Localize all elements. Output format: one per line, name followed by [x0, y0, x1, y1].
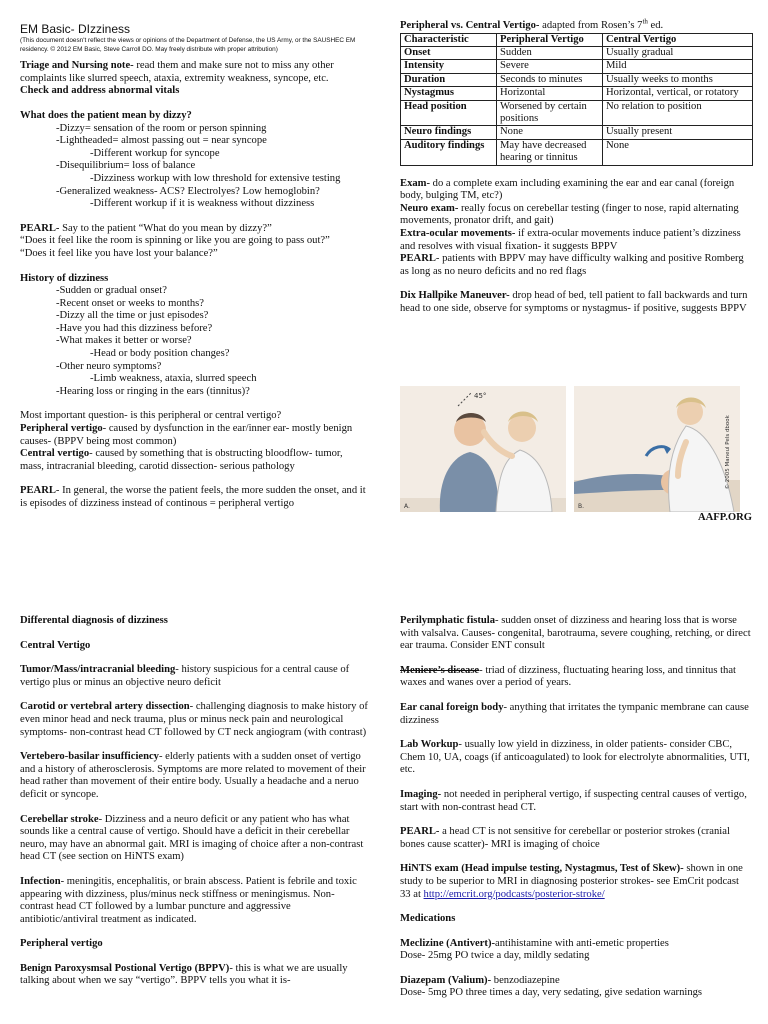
panel-a-label: A. — [404, 503, 410, 510]
aafp-credit: AAFP.ORG — [697, 512, 752, 523]
central-heading: Central Vertigo — [20, 639, 91, 651]
ddx-vbi: Vertebero-basilar insufficiency- elderly patients with a sudden onset of vertigo and a history of atherosclerosis. Symptoms are more related to movement of their head rather than movement of their entire body. Usually a headache and a neruo deficit or syncope. — [20, 751, 366, 800]
left-column-top — [20, 22, 368, 511]
table-cell: Auditory findings — [401, 139, 497, 165]
table-cell: Head position — [401, 100, 497, 126]
ddx-meniere: Meniere’s disease- triad of dizziness, fluctuating hearing loss, and tinnitus that waxes and wanes over a period of years. — [400, 664, 736, 689]
history-item: -What makes it better or worse? — [56, 335, 192, 347]
vertigo-comparison-table — [400, 33, 753, 166]
history-item: -Sudden or gradual onset? — [56, 285, 167, 297]
seated-exam-illustration — [400, 386, 566, 512]
disclaimer: (This document doesn't reflect the views or opinions of the Department of Defense, the US Army, or the SAUSHEC EM residency. © 2012 EM Basic, Steve Carroll DO. May freely distribute with proper attribution) — [20, 37, 356, 53]
ddx-heading: Differental diagnosis of dizziness — [20, 615, 168, 626]
ddx-cerebellar: Cerebellar stroke- Dizziness and a neuro deficit or any patient who has what sounds like a central cause of vertigo. Should have a deficit in their cerebellar neuro, may have an abnormal gait. MRI is imaging of choice after a non-contrast head CT (see section on HiNTS exam) — [20, 813, 364, 863]
right-column-top — [400, 17, 752, 316]
pearl-bppv: PEARL- patients with BPPV may have difficulty walking and positive Romberg as long as no neuro deficits and no red flags — [400, 253, 744, 277]
history-item: -Head or body position changes? — [90, 348, 230, 360]
table-cell: Sudden — [497, 47, 603, 60]
medications-heading: Medications — [400, 913, 456, 925]
table-cell: None — [603, 139, 753, 165]
table-row — [401, 126, 753, 139]
table-cell: Horizontal, vertical, or rotatory — [603, 87, 753, 100]
table-cell: Nystagmus — [401, 87, 497, 100]
history-item: -Other neuro symptoms? — [56, 360, 162, 372]
med-diazepam: Diazepam (Valium)- benzodiazepine — [400, 974, 560, 986]
table-cell: Horizontal — [497, 87, 603, 100]
left-column-bottom — [20, 615, 368, 988]
dizzy-heading: What does the patient mean by dizzy? — [20, 109, 192, 121]
lab-workup: Lab Workup- usually low yield in dizziness, in older patients- consider CBC, Chem 10, UA, coags (if anticoagulated) to look for electrolyte abnormalities, UTI, etc. — [400, 739, 750, 776]
table-cell: Severe — [497, 60, 603, 73]
table-cell: Mild — [603, 60, 753, 73]
table-row — [401, 60, 753, 73]
pearl-dizzy: PEARL- Say to the patient “What do you mean by dizzy?” — [20, 222, 272, 234]
table-row — [401, 87, 753, 100]
ddx-bppv: Benign Paroxysmsal Postional Vertigo (BPPV)- this is what we are usually talking about when we say “vertigo”. BPPV tells you what it is- — [20, 962, 348, 987]
table-cell: None — [497, 126, 603, 139]
dizzy-item: -Different workup if it is weakness without dizziness — [90, 198, 315, 210]
dizzy-item: -Dizzy= sensation of the room or person spinning — [56, 122, 267, 134]
exam-note: Exam- do a complete exam including examining the ear and ear canal (foreign body, bulging TM, etc?) — [400, 177, 735, 202]
pearl-question: “Does it feel like you have lost your balance?” — [20, 247, 218, 259]
vitals-note: Check and address abnormal vitals — [20, 85, 180, 97]
imaging-note: Imaging- not needed in peripheral vertigo, if suspecting central causes of vertigo, start with non-contrast head CT. — [400, 788, 747, 813]
table-cell: Seconds to minutes — [497, 73, 603, 86]
med-diazepam-dose: Dose- 5mg PO three times a day, very sedating, give sedation warnings — [400, 987, 703, 999]
med-meclizine-dose: Dose- 25mg PO twice a day, mildly sedating — [400, 950, 590, 962]
neuro-exam-note: Neuro exam- really focus on cerebellar testing (finger to nose, rapid alternating movements, pronator drift, and gait) — [400, 202, 739, 227]
table-header-row — [401, 33, 753, 46]
dizzy-item: -Disequilibrium= loss of balance — [56, 160, 196, 172]
table-header: Central Vertigo — [603, 33, 753, 46]
peripheral-heading: Peripheral vertigo — [20, 938, 103, 950]
supine-exam-illustration — [574, 386, 740, 512]
table-row — [401, 100, 753, 126]
important-question: Most important question- is this peripheral or central vertigo? — [20, 410, 282, 422]
history-item: -Have you had this dizziness before? — [56, 322, 213, 334]
table-caption: Peripheral vs. Central Vertigo- adapted from Rosen’s 7th ed. — [400, 17, 664, 31]
table-cell: Intensity — [401, 60, 497, 73]
med-meclizine: Meclizine (Antivert)-antihistamine with anti-emetic properties — [400, 937, 669, 949]
table-cell: Usually gradual — [603, 47, 753, 60]
history-item: -Recent onset or weeks to months? — [56, 297, 204, 309]
dizzy-item: -Different workup for syncope — [90, 147, 220, 159]
history-heading: History of dizziness — [20, 272, 109, 284]
page-title: EM Basic- DIzziness — [20, 22, 131, 36]
table-cell: No relation to position — [603, 100, 753, 126]
triage-note: Triage and Nursing note- read them and make sure not to miss any other complaints like slurred speech, ataxia, extremity weakness, syncope, etc. — [20, 60, 334, 84]
ddx-tumor: Tumor/Mass/intracranial bleeding- history suspicious for a central cause of vertigo plus or minus an objective neuro deficit — [20, 664, 350, 688]
dix-hallpike-note: Dix Hallpike Maneuver- drop head of bed, tell patient to fall backwards and turn head to one side, observe for symptoms or nystagmus- if positive, suggests BPPV — [400, 290, 748, 314]
history-item: -Hearing loss or ringing in the ears (tinnitus)? — [56, 385, 250, 397]
hints-exam: HiNTS exam (Head impulse testing, Nystagmus, Test of Skew)- shown in one study to be superior to MRI in diagnosing posterior strokes- see EmCrit podcast 33 at http://emcrit.org/podcasts/posterior-stroke/ — [400, 863, 743, 900]
copyright-text: © 2005 Maneul Pels dbook — [724, 415, 731, 490]
pearl-severity: PEARL- In general, the worse the patient feels, the more sudden the onset, and it is episodes of dizziness instead of continous = peripheral vertigo — [20, 485, 366, 509]
table-cell: Onset — [401, 47, 497, 60]
pearl-ct: PEARL- a head CT is not sensitive for cerebellar or posterior strokes (cranial bones cause scatter)- MRI is imaging of choice — [400, 826, 730, 850]
right-column-bottom — [400, 615, 752, 1000]
dizzy-item: -Dizziness workup with low threshold for extensive testing — [90, 172, 341, 184]
dizzy-item: -Generalized weakness- ACS? Electrolyes? Low hemoglobin? — [56, 185, 320, 197]
emcrit-link[interactable]: http://emcrit.org/podcasts/posterior-stroke/ — [423, 888, 605, 900]
history-item: -Limb weakness, ataxia, slurred speech — [90, 373, 257, 385]
figure-panel-b — [574, 386, 740, 512]
table-cell: Duration — [401, 73, 497, 86]
angle-label: 45° — [474, 392, 487, 400]
pearl-question: “Does it feel like the room is spinning or like you are going to pass out?” — [20, 235, 330, 247]
table-header: Characteristic — [401, 33, 497, 46]
table-cell: Usually weeks to months — [603, 73, 753, 86]
ddx-infection: Infection- meningitis, encephalitis, or brain abscess. Patient is febrile and toxic appearing with dizziness, plus/minus neck stiffness or meningismus. Non-contrast head CT followed by a lumbar puncture and aggressive antibiotic/antiviral treatment as indicated. — [20, 875, 357, 925]
table-row — [401, 73, 753, 86]
table-row — [401, 139, 753, 165]
figure-panel-a — [400, 386, 566, 512]
peripheral-vertigo-def: Peripheral vertigo- caused by dysfunction in the ear/inner ear- mostly benign causes- (BPPV being most common) — [20, 423, 353, 447]
table-cell: May have decreased hearing or tinnitus — [497, 139, 603, 165]
table-row — [401, 47, 753, 60]
central-vertigo-def: Central vertigo- caused by something that is obstructing bloodflow- tumor, mass, intracranial bleeding, carotid dissection- serious pathology — [20, 448, 343, 472]
panel-b-label: B. — [578, 503, 585, 510]
ddx-ear-foreign-body: Ear canal foreign body- anything that irritates the tympanic membrane can cause dizziness — [400, 701, 749, 726]
dizzy-item: -Lightheaded= almost passing out = near syncope — [56, 135, 267, 147]
table-cell: Neuro findings — [401, 126, 497, 139]
table-cell: Usually present — [603, 126, 753, 139]
history-item: -Dizzy all the time or just episodes? — [56, 310, 209, 322]
ddx-carotid: Carotid or vertebral artery dissection- challenging diagnosis to make history of even minor head and neck trauma, plus or minus neck pain and neurological symptoms- non-contrast head CT followed by CT neck angiogram (with contrast) — [20, 701, 368, 738]
ddx-perilymphatic: Perilymphatic fistula- sudden onset of dizziness and hearing loss that is worse with valsalva. Causes- congenital, barotrauma, severe coughing, retching, or direct ear trauma. Consider ENT consult — [400, 615, 751, 652]
dix-hallpike-figure — [400, 386, 752, 526]
table-header: Peripheral Vertigo — [497, 33, 603, 46]
eom-note: Extra-ocular movements- if extra-ocular movements induce patient’s dizziness and resolves with visual fixation- it suggests BPPV — [400, 228, 741, 252]
table-cell: Worsened by certain positions — [497, 100, 603, 126]
